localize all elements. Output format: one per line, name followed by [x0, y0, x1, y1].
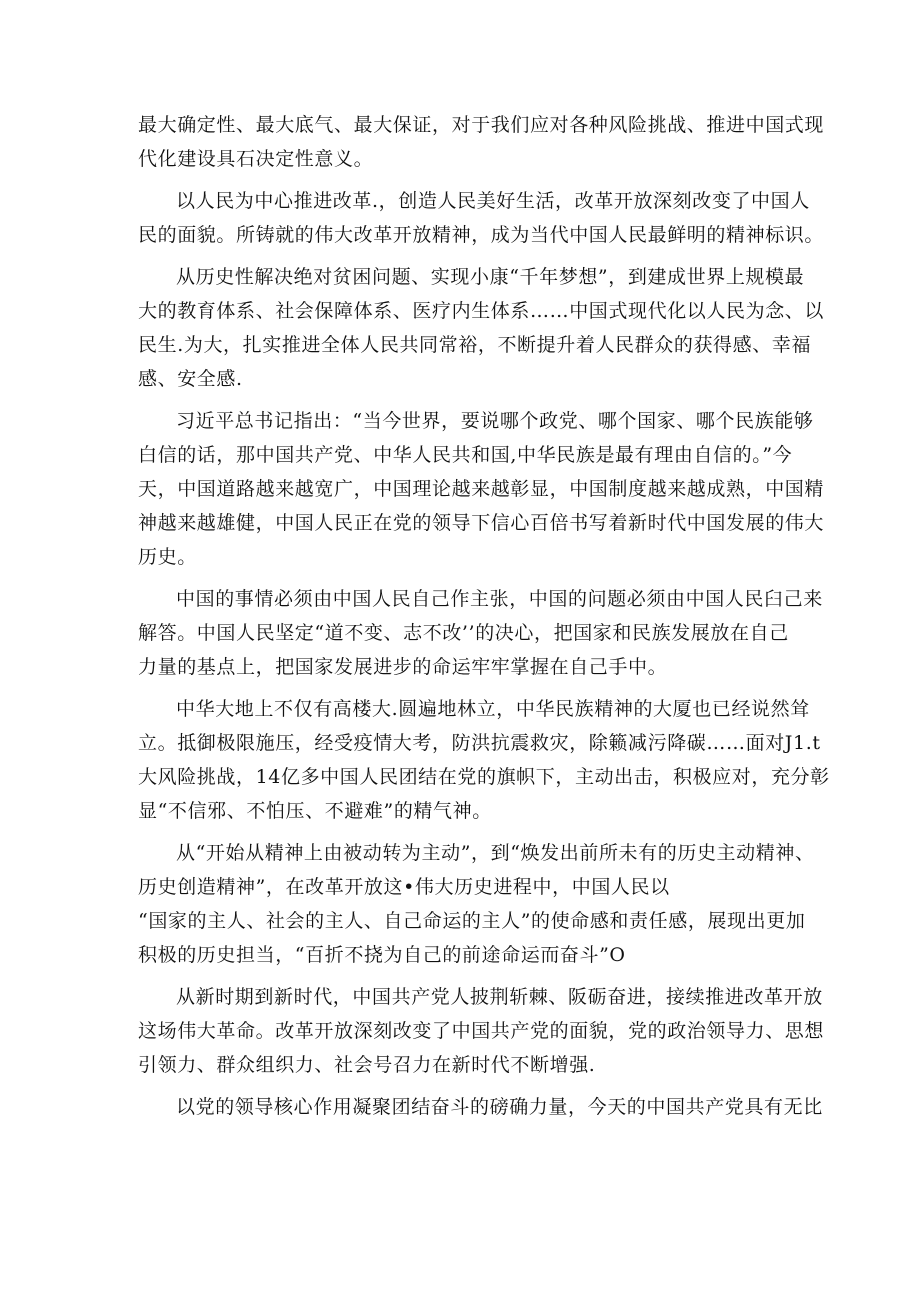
text-line: 从新时期到新时代，中国共产党人披荆斩棘、阪砺奋进，接续推进改革开放 — [176, 986, 823, 1008]
text-line: 历史。 — [138, 546, 197, 568]
text-line: 力量的基点上，把国家发展进步的命运牢牢掌握在自己手中。 — [138, 656, 668, 678]
text-line: 大风险挑战，14亿多中国人民团结在党的旗帜下，主动出击，积极应对，充分彰 — [138, 766, 830, 788]
text-line: 显“不信邪、不怕压、不避难”的精气神。 — [138, 800, 492, 822]
paragraph — [138, 404, 825, 574]
text-line: 立。抵御极限施压，经受疫情大考，防洪抗震救灾，除籁减污降碳……面对J1.t — [138, 732, 821, 754]
paragraph — [138, 692, 830, 828]
paragraph — [138, 582, 823, 684]
text-line: 最大确定性、最大底气、最大保证，对于我们应对各种风险挑战、推进中国式现 — [138, 114, 825, 136]
text-line: 以人民为中心推进改革.，创造人民美好生活，改革开放深刻改变了中国人 — [176, 190, 810, 212]
text-line: 民生.为大，扎实推进全体人民共同常裕，不断提升着人民群众的获得感、幸福 — [138, 334, 812, 356]
text-line: 中华大地上不仅有高楼大.圆遍地林立，中华民族精神的大厦也已经说然耸 — [176, 698, 810, 720]
text-line: “国家的主人、社会的主人、自己命运的主人”的使命感和责任感，展现出更加 — [138, 910, 806, 932]
text-line: 神越来越雄健，中国人民正在党的领导下信心百倍书写着新时代中国发展的伟大 — [138, 512, 825, 534]
paragraph — [138, 184, 825, 252]
paragraph — [138, 260, 825, 396]
text-line: 解答。中国人民坚定“道不变、志不改’’的决心，把国家和民族发展放在自己 — [138, 622, 789, 644]
text-line: 从历史性解决绝对贫困问题、实现小康“千年梦想”，到建成世界上规模最 — [176, 266, 805, 288]
text-line: 这场伟大革命。改革开放深刻改变了中国共产党的面貌，党的政治领导力、思想 — [138, 1020, 825, 1042]
document-body — [138, 108, 830, 1124]
text-line: 引领力、群众组织力、社会号召力在新时代不断增强. — [138, 1054, 596, 1076]
text-line: 以党的领导核心作用凝聚团结奋斗的磅确力量，今天的中国共产党具有无比 — [176, 1096, 823, 1118]
text-line: 天，中国道路越来越宽广，中国理论越来越彰显，中国制度越来越成熟，中国精 — [138, 478, 825, 500]
text-line: 从“开始从精神上由被动转为主动”，到“焕发出前所未有的历史主动精神、 — [176, 842, 815, 864]
text-line: 中国的事情必须由中国人民自己作主张，中国的问题必须由中国人民臼己来 — [176, 588, 823, 610]
text-line: 白信的话，那中国共产党、中华人民共和国,中华民族是最有理由自信的。”今 — [138, 444, 793, 466]
paragraph — [138, 1090, 823, 1124]
paragraph — [138, 980, 825, 1082]
text-line: 积极的历史担当，“百折不挠为自己的前途命运而奋斗”O — [138, 944, 626, 966]
text-line: 大的教育体系、社会保障体系、医疗内生体系……中国式现代化以人民为念、以 — [138, 300, 825, 322]
text-line: 习近平总书记指出：“当今世界，要说哪个政党、哪个国家、哪个民族能够 — [176, 410, 814, 432]
text-line: 历史创造精神”，在改革开放这•伟大历史进程中，中国人民以 — [138, 876, 670, 898]
text-line: 代化建设具石决定性意义。 — [138, 148, 374, 170]
paragraph — [138, 108, 825, 176]
text-line: 民的面貌。所铸就的伟大改革开放精神，成为当代中国人民最鲜明的精神标识。 — [138, 224, 825, 246]
paragraph — [138, 836, 815, 972]
text-line: 感、安全感. — [138, 368, 243, 390]
